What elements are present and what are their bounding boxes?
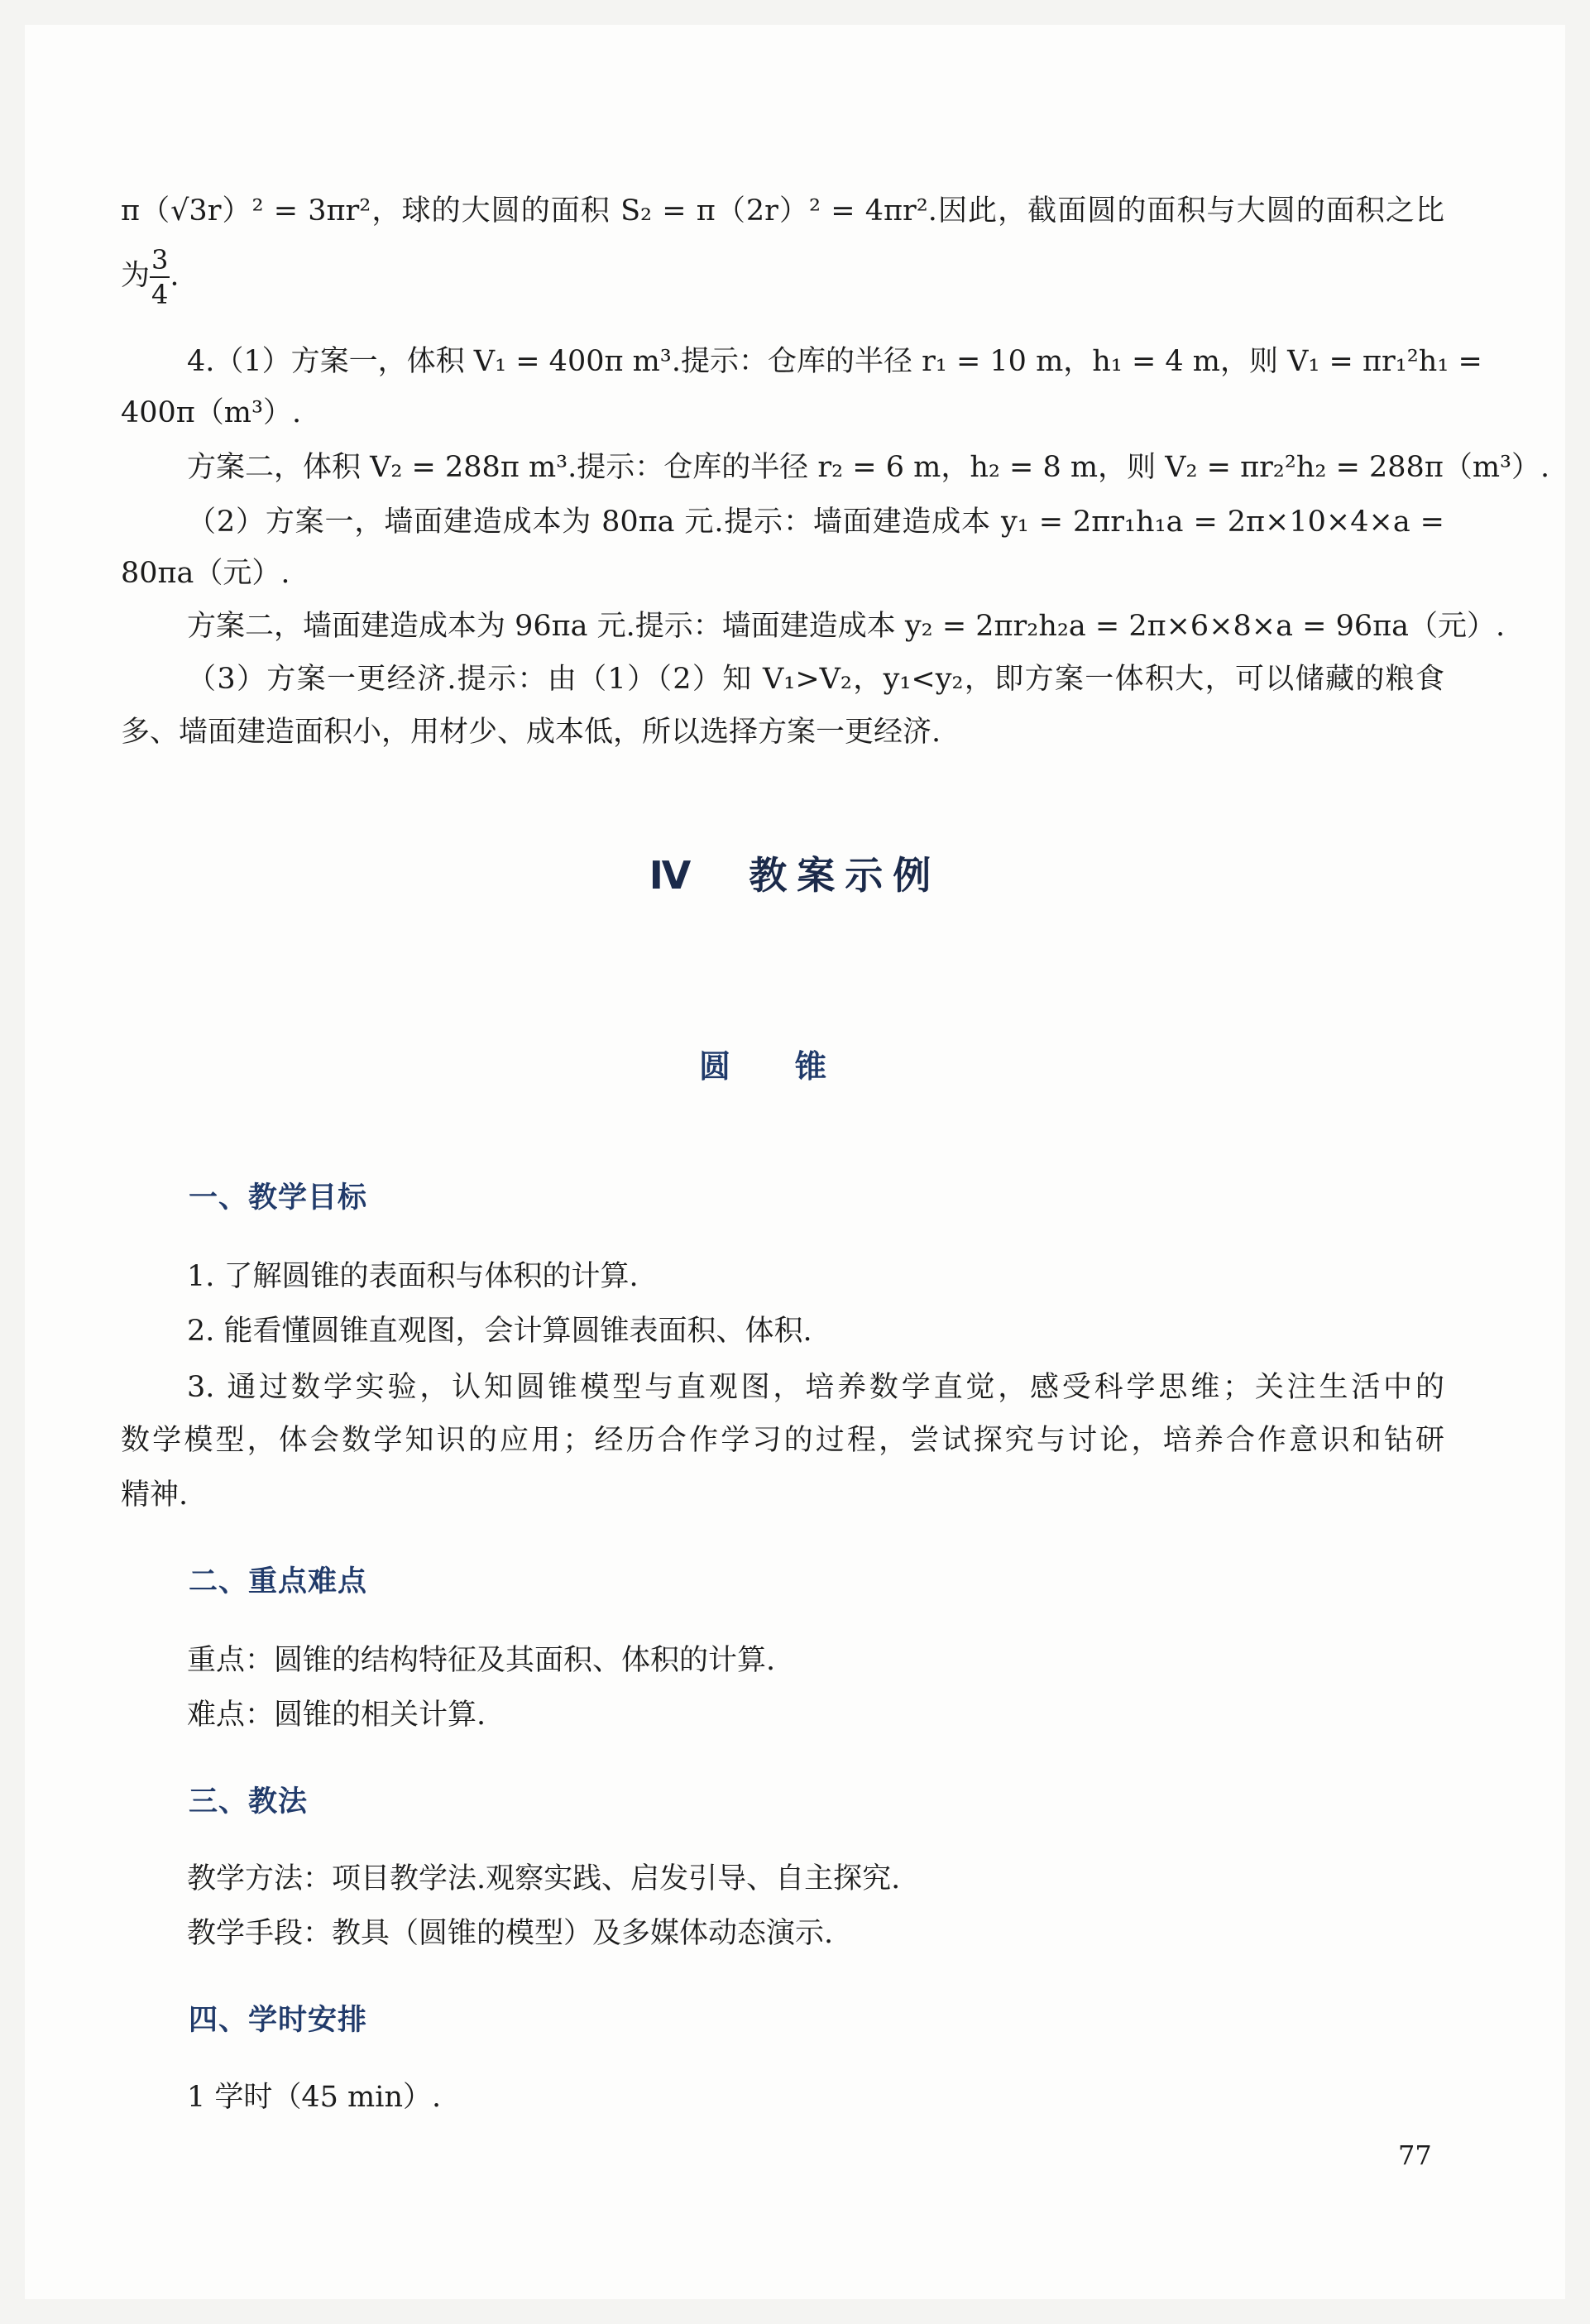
text-line: 教学手段：教具（圆锥的模型）及多媒体动态演示. xyxy=(187,1917,834,1950)
text-fragment: 为 xyxy=(121,259,151,293)
part-title: Ⅳ 教案示例 xyxy=(649,853,941,898)
text-line: 80πa（元）. xyxy=(121,557,290,590)
section-heading: 三、教法 xyxy=(189,1785,309,1818)
text-line: π（√3r）² = 3πr²，球的大圆的面积 S₂ = π（2r）² = 4πr².因此，截面圆的面积与大圆的面积之比 xyxy=(121,194,1444,228)
text-fragment: . xyxy=(170,259,180,293)
fraction-numerator: 3 xyxy=(150,247,170,278)
text-line: 难点：圆锥的相关计算. xyxy=(187,1699,486,1732)
text-line: （2）方案一，墙面建造成本为 80πa 元.提示：墙面建造成本 y₁ = 2πr₁h₁a = 2π×10×4×a = xyxy=(187,506,1444,539)
text-line: 教学方法：项目教学法.观察实践、启发引导、自主探究. xyxy=(187,1862,901,1895)
text-line: 1 学时（45 min）. xyxy=(187,2081,442,2114)
text-line: 重点：圆锥的结构特征及其面积、体积的计算. xyxy=(187,1644,776,1677)
fraction-denominator: 4 xyxy=(151,279,169,310)
section-heading: 四、学时安排 xyxy=(189,2004,368,2037)
text-line: （3）方案一更经济.提示：由（1）（2）知 V₁>V₂，y₁<y₂，即方案一体积大，可以储藏的粮食 xyxy=(187,663,1444,696)
text-line: 3. 通过数学实验，认知圆锥模型与直观图，培养数学直觉，感受科学思维；关注生活中的 xyxy=(187,1371,1444,1404)
text-line: 多、墙面建造面积小，用材少、成本低，所以选择方案一更经济. xyxy=(121,716,941,749)
text-line: 方案二，体积 V₂ = 288π m³.提示：仓库的半径 r₂ = 6 m，h₂ = 8 m，则 V₂ = πr₂²h₂ = 288π（m³）. xyxy=(187,451,1550,484)
section-heading: 二、重点难点 xyxy=(189,1565,368,1598)
text-line: 2. 能看懂圆锥直观图，会计算圆锥表面积、体积. xyxy=(187,1315,812,1348)
fraction xyxy=(150,244,170,310)
text-line: 4.（1）方案一，体积 V₁ = 400π m³.提示：仓库的半径 r₁ = 10 m，h₁ = 4 m，则 V₁ = πr₁²h₁ = xyxy=(187,345,1482,378)
text-line: 精神. xyxy=(121,1478,189,1512)
text-line-fraction xyxy=(121,244,1444,310)
text-line: 方案二，墙面建造成本为 96πa 元.提示：墙面建造成本 y₂ = 2πr₂h₂a = 2π×6×8×a = 96πa（元）. xyxy=(187,610,1506,643)
text-line: 400π（m³）. xyxy=(121,396,302,429)
text-line: 数学模型，体会数学知识的应用；经历合作学习的过程，尝试探究与讨论，培养合作意识和钻研 xyxy=(121,1424,1444,1457)
text-line: 1. 了解圆锥的表面积与体积的计算. xyxy=(187,1260,639,1293)
page-number: 77 xyxy=(1398,2140,1432,2171)
lesson-title: 圆锥 xyxy=(698,1048,891,1085)
section-heading: 一、教学目标 xyxy=(189,1181,368,1215)
